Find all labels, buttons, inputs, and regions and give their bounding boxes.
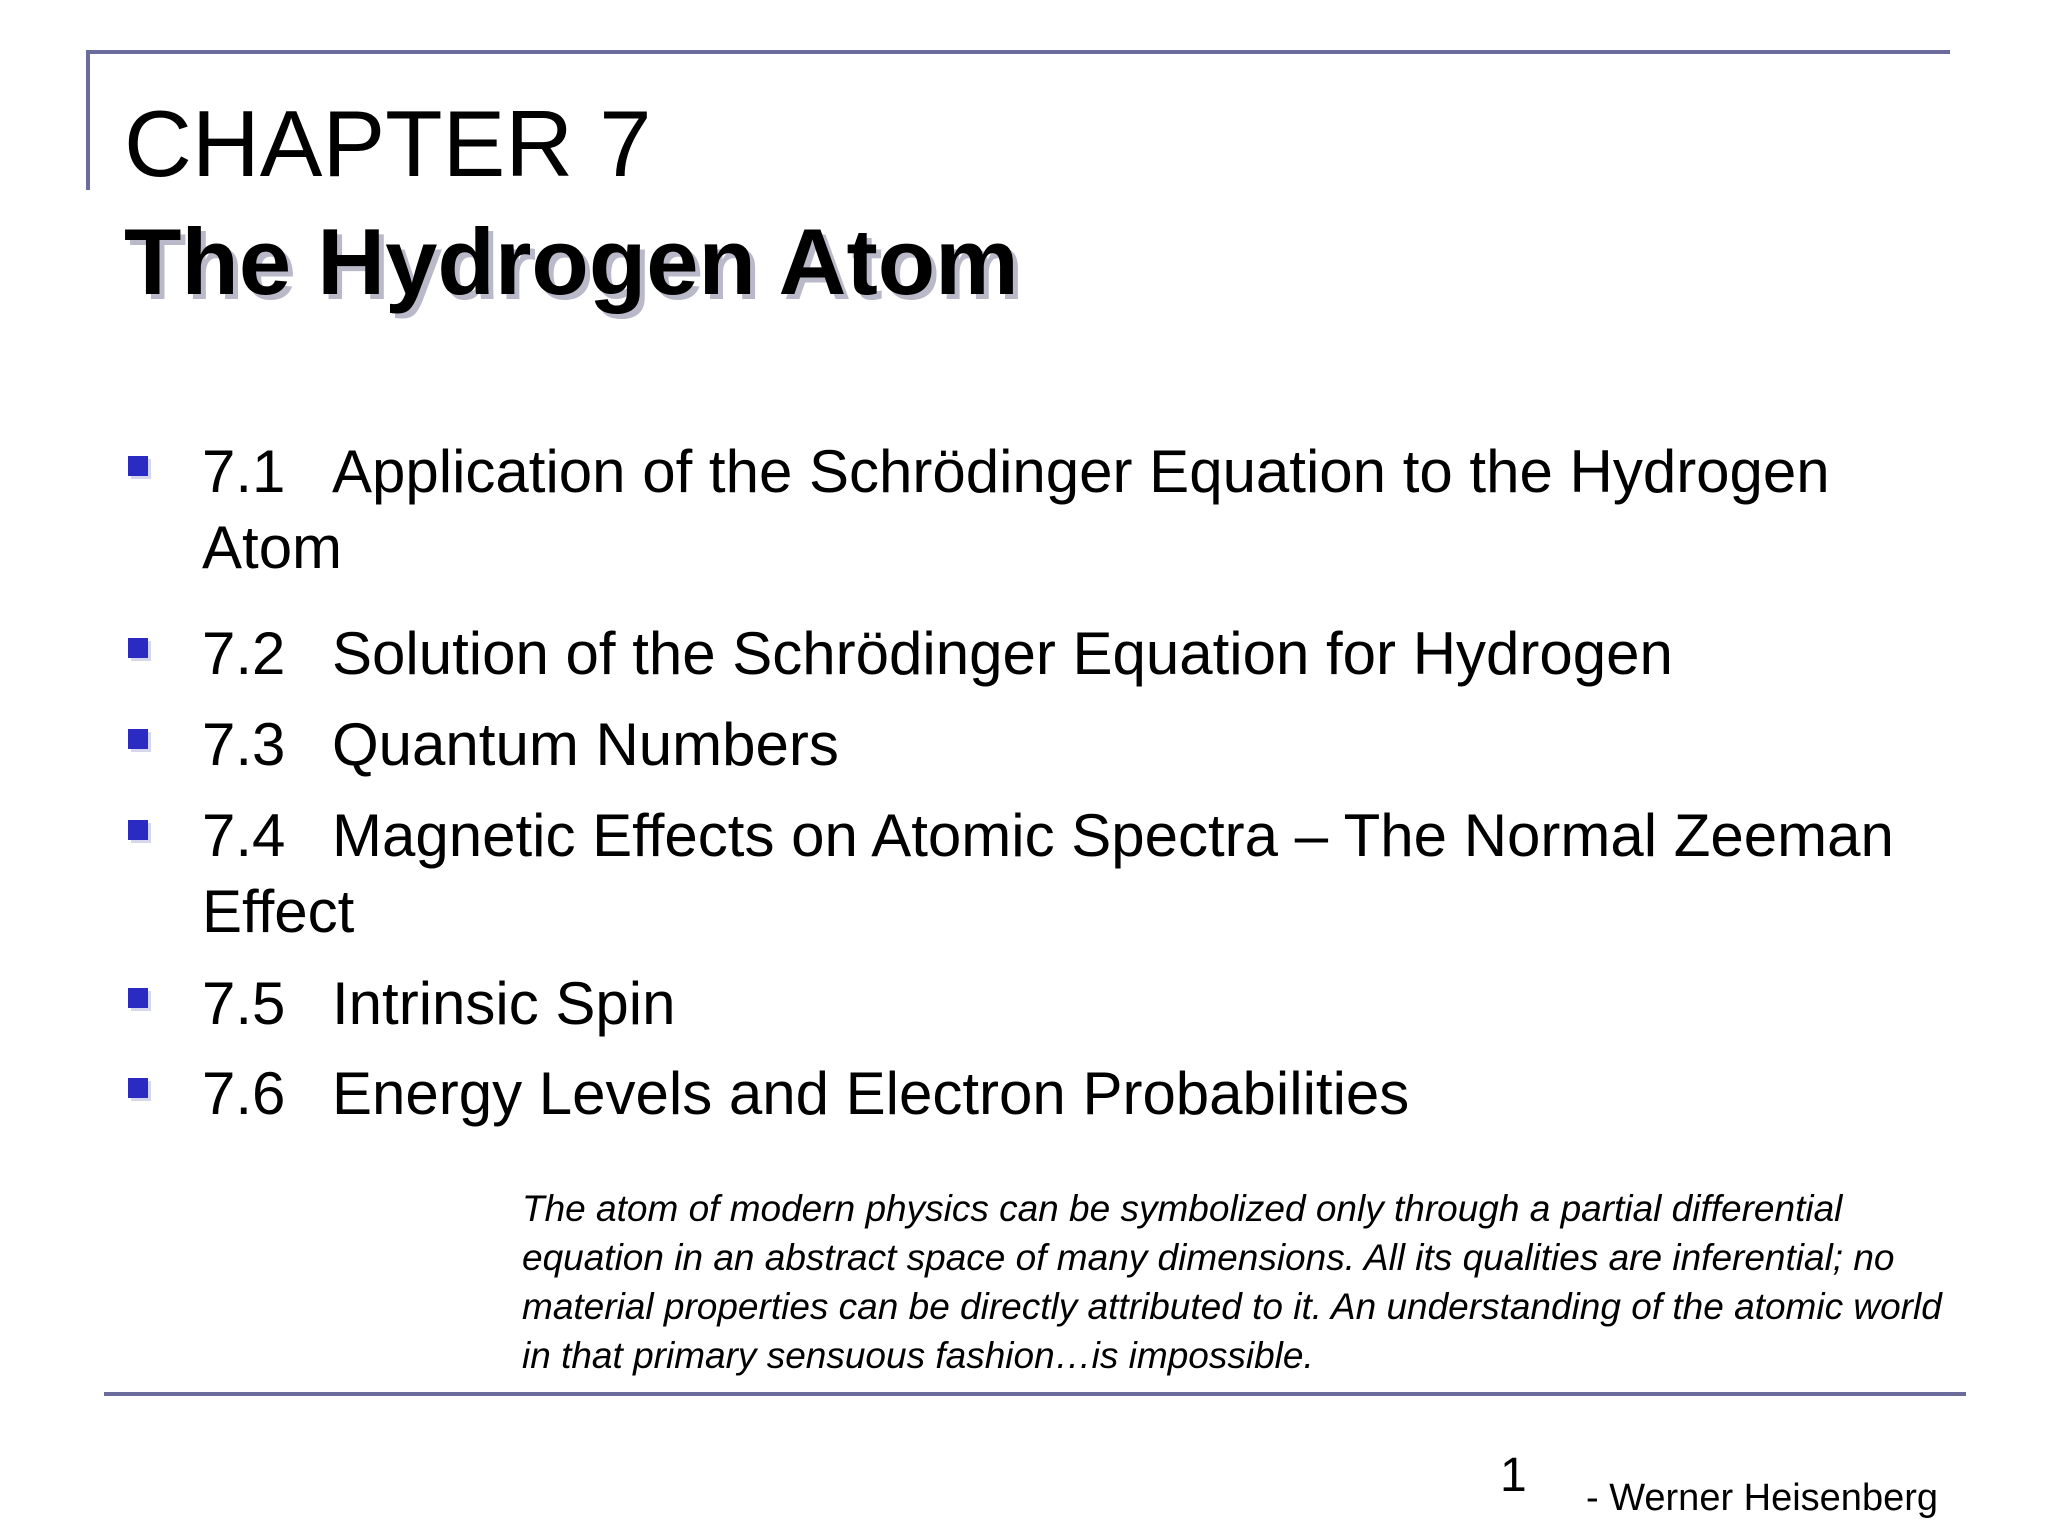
chapter-title: The Hydrogen Atom xyxy=(124,209,1019,314)
bottom-rule xyxy=(104,1392,1966,1396)
section-title: Application of the Schrödinger Equation to the Hydrogen Atom xyxy=(202,438,1830,581)
section-number: 7.3 xyxy=(202,711,286,778)
section-text xyxy=(202,1056,1902,1132)
section-title: Quantum Numbers xyxy=(332,711,839,778)
heisenberg-quote: The atom of modern physics can be symbolized only through a partial differential equation in an abstract space of many dimensions. All its qualities are inferential; no material properties can be directly attributed to it. An understanding of the atomic world in that primary sensuous fashion…is impossible. xyxy=(522,1188,1942,1376)
section-title: Energy Levels and Electron Probabilities xyxy=(332,1060,1410,1127)
section-title: Solution of the Schrödinger Equation for Hydrogen xyxy=(332,620,1673,687)
bullet-icon xyxy=(128,729,148,749)
bullet-icon xyxy=(128,638,148,658)
section-number: 7.4 xyxy=(202,802,286,869)
section-text xyxy=(202,434,1902,586)
chapter-label: CHAPTER 7 xyxy=(124,91,652,196)
section-text xyxy=(202,707,1902,783)
section-number: 7.5 xyxy=(202,970,286,1037)
section-title: Magnetic Effects on Atomic Spectra – The Normal Zeeman Effect xyxy=(202,802,1894,945)
section-text xyxy=(202,798,1902,950)
section-text xyxy=(202,616,1902,692)
page-number: 1 xyxy=(1500,1449,1527,1502)
quote-attribution: - Werner Heisenberg xyxy=(1586,1477,1939,1519)
bullet-icon xyxy=(128,456,148,476)
bullet-icon xyxy=(128,820,148,840)
section-title: Intrinsic Spin xyxy=(332,970,676,1037)
section-text xyxy=(202,966,1902,1042)
section-number: 7.6 xyxy=(202,1060,286,1127)
bullet-icon xyxy=(128,1078,148,1098)
section-number: 7.2 xyxy=(202,620,286,687)
section-number: 7.1 xyxy=(202,438,286,505)
bullet-icon xyxy=(128,988,148,1008)
